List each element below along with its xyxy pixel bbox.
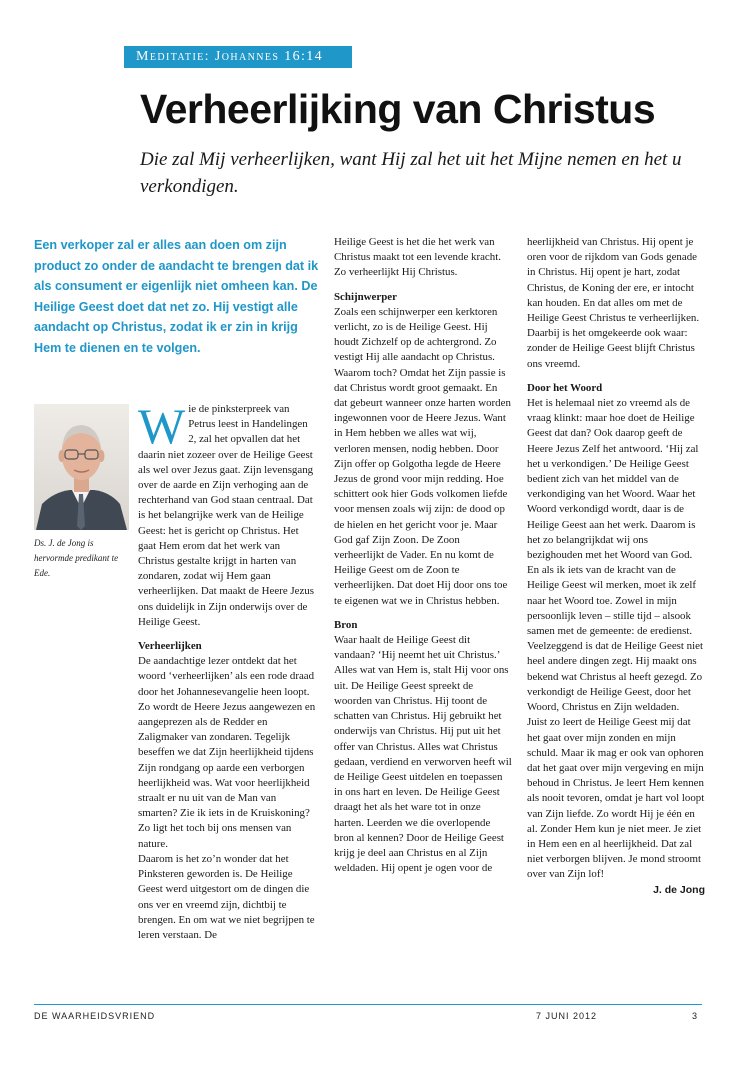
paragraph: Zoals een schijnwerper een kerktoren verlicht, zo is de Heilige Geest. Hij houdt Zichzelf op de achtergrond. Zo vestigt Hij alle aandacht op Christus. Waarom toch? Omdat het Zijn passie is dat Christus wordt groot gemaakt. En dat gebeurt wanneer onze harten worden ingewonnen voor de Heere Jezus. Want in Hem hebben we alles wat wij, verloren mensen, nodig hebben. Door Zijn offer op Golgotha legde de Heere Jezus de grond voor mijn redding. Hoe schittert ook hier Gods volkomen liefde voor mensen zoals wij zijn: de dood op de hielen en het gericht voor je. Maar God gaf Zijn Zoon. De Zoon verheerlijkt de Vader. En nu komt de Heilige Geest om de Zoon te verheerlijken. Dat doet Hij door ons toe te eigenen wat we in Christus hebben. — [334, 305, 511, 607]
footer-publication: DE WAARHEIDSVRIEND — [34, 1011, 156, 1021]
paragraph: Veelzeggend is dat de Heilige Geest niet heel andere dingen zegt. Hij maakt ons bekend wat Christus al heeft gezegd. Zo verkondigt de Heilige Geest, door het Woord, Christus en Zijn weldaden. — [527, 640, 703, 714]
article-column-1 — [138, 398, 318, 943]
paragraph: De aandachtige lezer ontdekt dat het woord ‘verheerlijken’ als een rode draad door het Johannesevangelie heen loopt. Zo wordt de Heere Jezus aangewezen en aangeprezen als de Redder en Zaligmaker van zondaren. Tegelijk beseffen we dat Zijn heerlijkheid tijdens Zijn rondgang op aarde een verborgen heerlijkheid was. Wat voor heerlijkheid straalt er nu uit van de Man van smarten? Zie ik iets in de Kruiskoning? Zo ligt het toch bij ons mensen van nature. — [138, 655, 316, 850]
drop-cap: W — [138, 398, 186, 454]
author-signature: J. de Jong — [653, 883, 705, 896]
paragraph: Juist zo leert de Heilige Geest mij dat het gaat over mijn zonden en mijn schuld. Maar ik mag er ook van ophoren dat het gaat over mijn vergeving en mijn behoud in Christus. Je leert Hem kennen als nooit tevoren, omdat je hart vol loopt van Zijn liefde. Zo wordt Hij je één en al. Zonder Hem kun je niet meer. Je ziet in Hem een en al heerlijkheid. Dat zal niet verborgen blijven. Je mond stroomt over van Zijn lof! — [527, 716, 705, 881]
paragraph: Heilige Geest is het die het werk van Christus maakt tot een levende kracht. Zo verheerlijkt Hij Christus. — [334, 236, 501, 279]
subheading-schijnwerper: Schijnwerper — [334, 290, 397, 303]
footer-page-number: 3 — [692, 1011, 699, 1021]
footer-divider — [34, 1004, 702, 1005]
paragraph: Waar haalt de Heilige Geest dit vandaan? ‘Hij neemt het uit Christus.’ Alles wat van Hem is, stalt Hij voor ons uit. De Heilige Geest spreekt de woorden van Christus. Hij toont de schatten van Christus. Hij gebruikt het onderwijs van Christus. Hij put uit het offer van Christus. Alles wat Christus gedaan, verdiend en verworven heeft wil de Heilige Geest uitdelen en toepassen in ons hart en leven. De Heilige Geest draagt het als het ware tot in onze harten. Leerden we die overlopende bron al kennen? Door de Heilige Geest krijg je deel aan Christus en al Zijn weldaden. Hij opent je ogen voor de — [334, 634, 512, 875]
intro-paragraph — [138, 398, 318, 630]
author-portrait-image — [34, 404, 129, 530]
paragraph: Het is helemaal niet zo vreemd als de vraag klinkt: maar hoe doet de Heilige Geest dat dan? Ook daarop geeft de Heere Jezus Zelf het antwoord. ‘Hij zal het u verkondigen.’ De Heilige Geest bedient zich van het middel van de verkondiging van het Woord. Waar het Woord verkondigd wordt, daar is de Heilige Geest aan het werk. Daarom is het zo belangrijkdat wij ons bezighouden met het Woord van God. En als ik iets van de kracht van de Heilige Geest wil merken, moet ik zelf naar het Woord toe. Zowel in mijn persoonlijk leven – stille tijd – alsook samen met de gemeente: de eredienst. — [527, 397, 699, 638]
subheading-bron: Bron — [334, 618, 358, 631]
article-subtitle: Die zal Mij verheerlijken, want Hij zal het uit het Mijne nemen en het u verkondigen. — [140, 149, 682, 197]
paragraph: Daarbij is het omgekeerde ook waar: zonder de Heilige Geest blijft Christus ons vreemd. — [527, 327, 695, 370]
intro-text: ie de pinksterpreek van Petrus leest in Handelingen 2, zal het opvallen dat het daarin niet zozeer over de Heilige Geest als wel over Jezus gaat. Zijn levensgang over de aarde en Zijn verhoging aan de rechterhand van God staan centraal. Dat is het belangrijke werk van de Heilige Geest: het is gericht op Christus. Het gaat Hem erom dat het werk van Christus gestalte krijgt in harten van zondaren, zodat wij Hem gaan verheerlijken. Dat maakt de Heere Jezus ons duidelijk in Zijn onderwijs over de Heilige Geest. — [138, 403, 314, 628]
article-column-2 — [334, 235, 512, 876]
section-rubric: Meditatie: Johannes 16:14 — [124, 46, 352, 68]
subheading-door-het-woord: Door het Woord — [527, 381, 603, 394]
article-title: Verheerlijking van Christus — [140, 86, 656, 132]
article-column-3 — [527, 235, 705, 898]
photo-caption: Ds. J. de Jong is hervormde predikant te Ede. — [34, 538, 119, 578]
footer-date: 7 JUNI 2012 — [536, 1011, 598, 1021]
paragraph: heerlijkheid van Christus. Hij opent je oren voor de rijkdom van Gods genade in Christus. Hij opent je hart, zodat Christus, de Koning der ere, er intocht kan houden. En dat alles om met de Heilige Geest Christus te verheerlijken. — [527, 236, 700, 325]
author-photo — [34, 404, 129, 530]
subheading-verheerlijken: Verheerlijken — [138, 640, 202, 653]
lead-paragraph: Een verkoper zal er alles aan doen om zijn product zo onder de aandacht te brengen dat ik als consument er eigenlijk niet omheen kan. De Heilige Geest doet dat net zo. Hij vestigt alle aandacht op Christus, zodat ik er zin in krijg Hem te dienen en te volgen. — [34, 238, 319, 355]
paragraph: Daarom is het zo’n wonder dat het Pinksteren geworden is. De Heilige Geest werd uitgestort om de dingen die ons ver en vreemd zijn, dichtbij te brengen. En om wat we niet begrijpen te leren verstaan. De — [138, 852, 315, 941]
